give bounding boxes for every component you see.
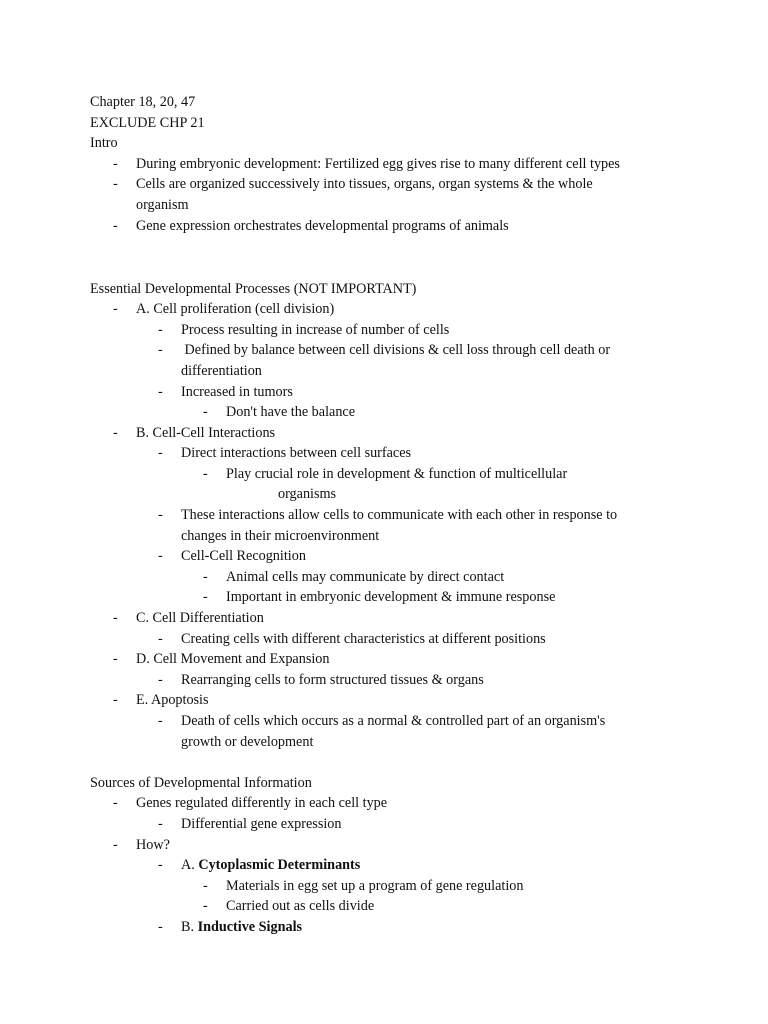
bullet-dash: - xyxy=(203,877,208,894)
list-item: - Genes regulated differently in each cell type xyxy=(0,793,768,814)
bullet-dash: - xyxy=(203,568,208,585)
bullet-dash: - xyxy=(113,301,118,318)
list-item: - Cell-Cell Recognition xyxy=(0,546,768,567)
bold-term: Inductive Signals xyxy=(197,918,303,935)
list-item: - Carried out as cells divide xyxy=(0,896,768,917)
bullet-dash: - xyxy=(158,630,163,647)
bold-term: Cytoplasmic Determinants xyxy=(198,857,361,874)
list-item: - Cells are organized successively into tissues, organs, organ systems & the whole xyxy=(0,174,768,195)
list-item: - Defined by balance between cell divisions & cell loss through cell death or xyxy=(0,340,768,361)
list-item: - Direct interactions between cell surfaces xyxy=(0,443,768,464)
exclude-line: EXCLUDE CHP 21 xyxy=(90,114,205,131)
bullet-dash: - xyxy=(203,898,208,915)
spacer xyxy=(0,257,768,279)
bullet-dash: - xyxy=(158,857,163,874)
list-item: - Death of cells which occurs as a normal & controlled part of an organism's xyxy=(0,711,768,732)
bullet-dash: - xyxy=(203,589,208,606)
document-page xyxy=(0,92,768,938)
list-item xyxy=(0,855,768,876)
bullet-dash: - xyxy=(158,321,163,338)
bullet-dash: - xyxy=(158,918,163,935)
bullet-dash: - xyxy=(203,404,208,421)
list-item: - During embryonic development: Fertilized egg gives rise to many different cell types xyxy=(0,154,768,175)
list-item: - Don't have the balance xyxy=(0,402,768,423)
bullet-dash: - xyxy=(113,155,118,172)
list-item-continuation: differentiation xyxy=(181,362,262,379)
list-item: - How? xyxy=(0,835,768,856)
chapter-line: Chapter 18, 20, 47 xyxy=(90,94,196,110)
section-heading: Sources of Developmental Information xyxy=(90,774,312,791)
list-item: - C. Cell Differentiation xyxy=(0,608,768,629)
bullet-dash: - xyxy=(113,692,118,709)
spacer xyxy=(0,752,768,773)
item-prefix: A. xyxy=(181,857,199,874)
bullet-dash: - xyxy=(113,651,118,668)
list-item-continuation: growth or development xyxy=(181,733,314,750)
bullet-dash: - xyxy=(113,176,118,193)
list-item-continuation: organisms xyxy=(278,486,337,503)
list-item: - Gene expression orchestrates developmental programs of animals xyxy=(0,216,768,237)
section-heading: Intro xyxy=(90,135,118,152)
bullet-dash: - xyxy=(113,424,118,441)
bullet-dash: - xyxy=(158,548,163,565)
list-item: - Important in embryonic development & immune response xyxy=(0,587,768,608)
bullet-dash: - xyxy=(113,610,118,627)
list-item: - Animal cells may communicate by direct contact xyxy=(0,567,768,588)
list-item: - Materials in egg set up a program of gene regulation xyxy=(0,876,768,897)
item-prefix: B. xyxy=(181,918,198,935)
bullet-dash: - xyxy=(158,815,163,832)
list-item: - Creating cells with different characteristics at different positions xyxy=(0,629,768,650)
list-item: - Process resulting in increase of number of cells xyxy=(0,320,768,341)
bullet-dash: - xyxy=(158,445,163,462)
bullet-dash: - xyxy=(158,713,163,730)
list-item: - E. Apoptosis xyxy=(0,690,768,711)
list-item: - These interactions allow cells to communicate with each other in response to xyxy=(0,505,768,526)
bullet-dash: - xyxy=(158,671,163,688)
list-item: - Differential gene expression xyxy=(0,814,768,835)
list-item: - D. Cell Movement and Expansion xyxy=(0,649,768,670)
bullet-dash: - xyxy=(158,383,163,400)
bullet-dash: - xyxy=(203,465,208,482)
list-item: - A. Cell proliferation (cell division) xyxy=(0,299,768,320)
bullet-dash: - xyxy=(158,507,163,524)
bullet-dash: - xyxy=(113,836,118,853)
list-item xyxy=(0,917,768,938)
list-item: - B. Cell-Cell Interactions xyxy=(0,423,768,444)
bullet-dash: - xyxy=(113,217,118,234)
spacer xyxy=(0,236,768,257)
list-item: - Play crucial role in development & function of multicellular xyxy=(0,464,768,485)
bullet-dash: - xyxy=(113,795,118,812)
list-item: - Rearranging cells to form structured tissues & organs xyxy=(0,670,768,691)
list-item-continuation: organism xyxy=(136,196,189,213)
bullet-dash: - xyxy=(158,342,163,359)
section-heading: Essential Developmental Processes (NOT IMPORTANT) xyxy=(90,280,417,297)
list-item: - Increased in tumors xyxy=(0,382,768,403)
list-item-continuation: changes in their microenvironment xyxy=(181,527,380,544)
